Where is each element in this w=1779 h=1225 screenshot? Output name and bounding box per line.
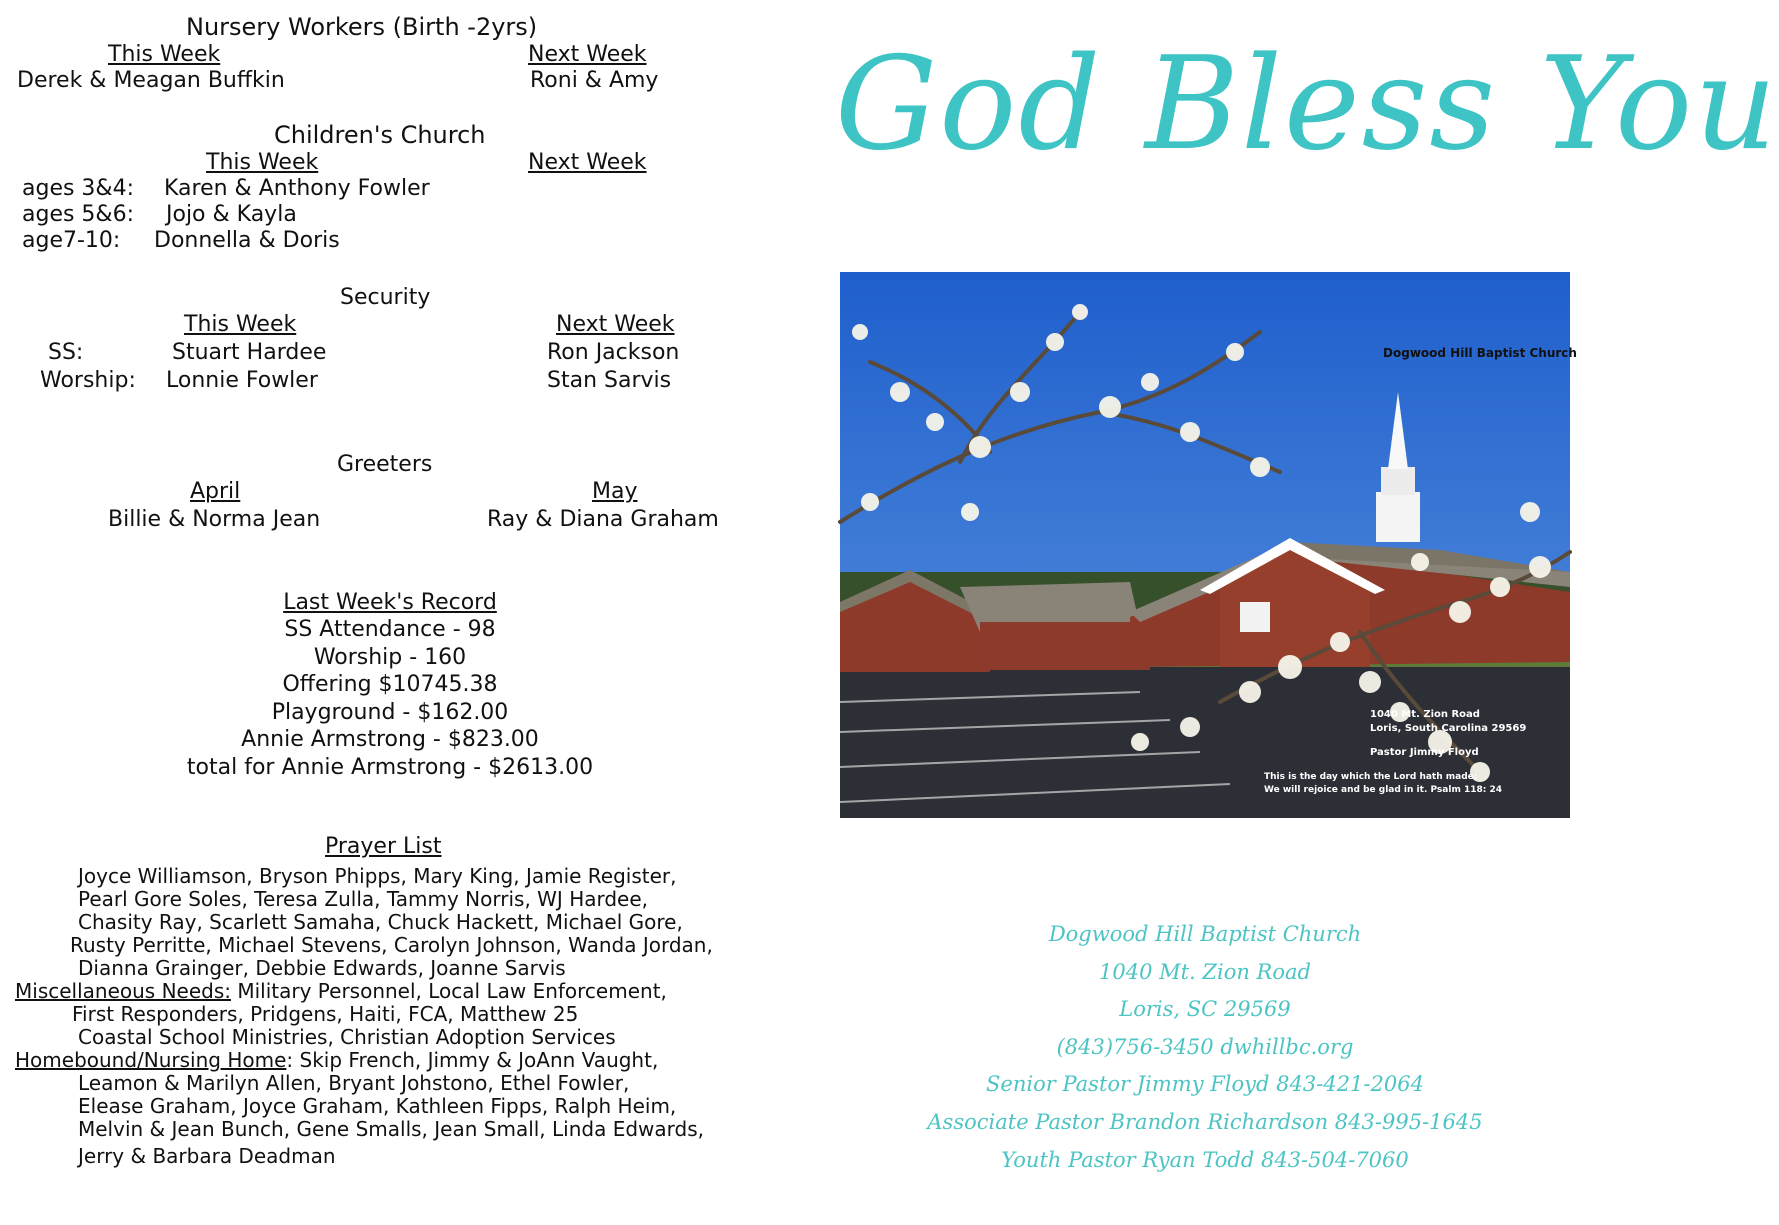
childrens-row-value: Karen & Anthony Fowler [164, 176, 430, 201]
prayer-names-line: Rusty Perritte, Michael Stevens, Carolyn Johnson, Wanda Jordan, [70, 933, 713, 957]
security-this-week-label: This Week [184, 312, 297, 337]
contact-church-name: Dogwood Hill Baptist Church [1048, 922, 1362, 946]
childrens-row-value: Donnella & Doris [154, 228, 340, 253]
security-row-label: Worship: [40, 368, 136, 393]
record-line: Worship - 160 [313, 645, 467, 670]
homebound-line: Jerry & Barbara Deadman [78, 1144, 336, 1168]
nursery-heading: Nursery Workers (Birth -2yrs) [186, 13, 538, 41]
greeters-names: Ray & Diana Graham [487, 507, 719, 532]
nursery-next-week-label: Next Week [528, 42, 647, 67]
contact-youth-pastor: Youth Pastor Ryan Todd 843-504-7060 [1001, 1148, 1409, 1172]
contact-senior-pastor: Senior Pastor Jimmy Floyd 843-421-2064 [986, 1072, 1424, 1096]
homebound-line [15, 1048, 658, 1072]
childrens-church-heading: Children's Church [274, 121, 486, 149]
security-row-next-week: Stan Sarvis [547, 368, 672, 393]
homebound-line: Elease Graham, Joyce Graham, Kathleen Fipps, Ralph Heim, [78, 1094, 677, 1118]
photo-pastor: Pastor Jimmy Floyd [1370, 747, 1479, 758]
childrens-this-week-label: This Week [206, 150, 319, 175]
misc-needs-text: Military Personnel, Local Law Enforcement, [231, 979, 667, 1003]
misc-needs-line: Coastal School Ministries, Christian Adoption Services [78, 1025, 616, 1049]
homebound-line: Melvin & Jean Bunch, Gene Smalls, Jean Small, Linda Edwards, [78, 1117, 704, 1141]
homebound-text: : Skip French, Jimmy & JoAnn Vaught, [286, 1048, 659, 1072]
security-heading: Security [340, 285, 431, 310]
nursery-next-week-names: Roni & Amy [530, 68, 659, 93]
cover-title: God Bless You [835, 30, 1779, 179]
childrens-row-label: ages 3&4: [22, 176, 134, 201]
record-line: Annie Armstrong - $823.00 [241, 727, 539, 752]
childrens-row-label: ages 5&6: [22, 202, 134, 227]
record-line: SS Attendance - 98 [284, 617, 496, 642]
contact-associate-pastor: Associate Pastor Brandon Richardson 843-995-1645 [927, 1110, 1483, 1134]
contact-phone-web: (843)756-3450 dwhillbc.org [1056, 1035, 1354, 1059]
misc-needs-line [15, 979, 667, 1003]
nursery-this-week-label: This Week [108, 42, 221, 67]
security-row-this-week: Lonnie Fowler [166, 368, 318, 393]
bulletin-inside-page [0, 0, 800, 1225]
childrens-row-value: Jojo & Kayla [166, 202, 297, 227]
security-row-this-week: Stuart Hardee [172, 340, 327, 365]
prayer-names-line: Dianna Grainger, Debbie Edwards, Joanne Sarvis [78, 956, 566, 980]
prayer-names-line: Pearl Gore Soles, Teresa Zulla, Tammy Norris, WJ Hardee, [78, 887, 649, 911]
contact-address: 1040 Mt. Zion Road [1099, 960, 1311, 984]
greeters-month-label: May [592, 479, 638, 504]
prayer-names-line: Joyce Williamson, Bryson Phipps, Mary King, Jamie Register, [78, 864, 677, 888]
record-line: Playground - $162.00 [271, 700, 509, 725]
greeters-heading: Greeters [337, 452, 433, 477]
misc-needs-label: Miscellaneous Needs: [15, 979, 231, 1003]
record-heading: Last Week's Record [283, 590, 497, 615]
prayer-names-line: Chasity Ray, Scarlett Samaha, Chuck Hackett, Michael Gore, [78, 910, 683, 934]
church-photo [840, 272, 1577, 818]
greeters-names: Billie & Norma Jean [108, 507, 321, 532]
nursery-this-week-names: Derek & Meagan Buffkin [17, 68, 285, 93]
record-line: total for Annie Armstrong - $2613.00 [186, 755, 594, 780]
misc-needs-line: First Responders, Pridgens, Haiti, FCA, Matthew 25 [72, 1002, 579, 1026]
prayer-list-heading: Prayer List [325, 834, 442, 859]
greeters-month-label: April [190, 479, 241, 504]
childrens-next-week-label: Next Week [528, 150, 647, 175]
photo-verse-1: This is the day which the Lord hath made; [1264, 772, 1478, 782]
contact-city: Loris, SC 29569 [1119, 997, 1291, 1021]
photo-address-1: 1040 Mt. Zion Road [1370, 709, 1480, 720]
homebound-line: Leamon & Marilyn Allen, Bryant Johstono, Ethel Fowler, [78, 1071, 630, 1095]
security-next-week-label: Next Week [556, 312, 675, 337]
security-row-next-week: Ron Jackson [547, 340, 680, 365]
childrens-row-label: age7-10: [22, 228, 121, 253]
security-row-label: SS: [48, 340, 84, 365]
photo-address-2: Loris, South Carolina 29569 [1370, 723, 1527, 734]
record-line: Offering $10745.38 [282, 672, 498, 697]
photo-church-name: Dogwood Hill Baptist Church [1383, 346, 1577, 360]
photo-verse-2: We will rejoice and be glad in it. Psalm 118: 24 [1264, 785, 1502, 795]
homebound-label: Homebound/Nursing Home [15, 1048, 287, 1072]
